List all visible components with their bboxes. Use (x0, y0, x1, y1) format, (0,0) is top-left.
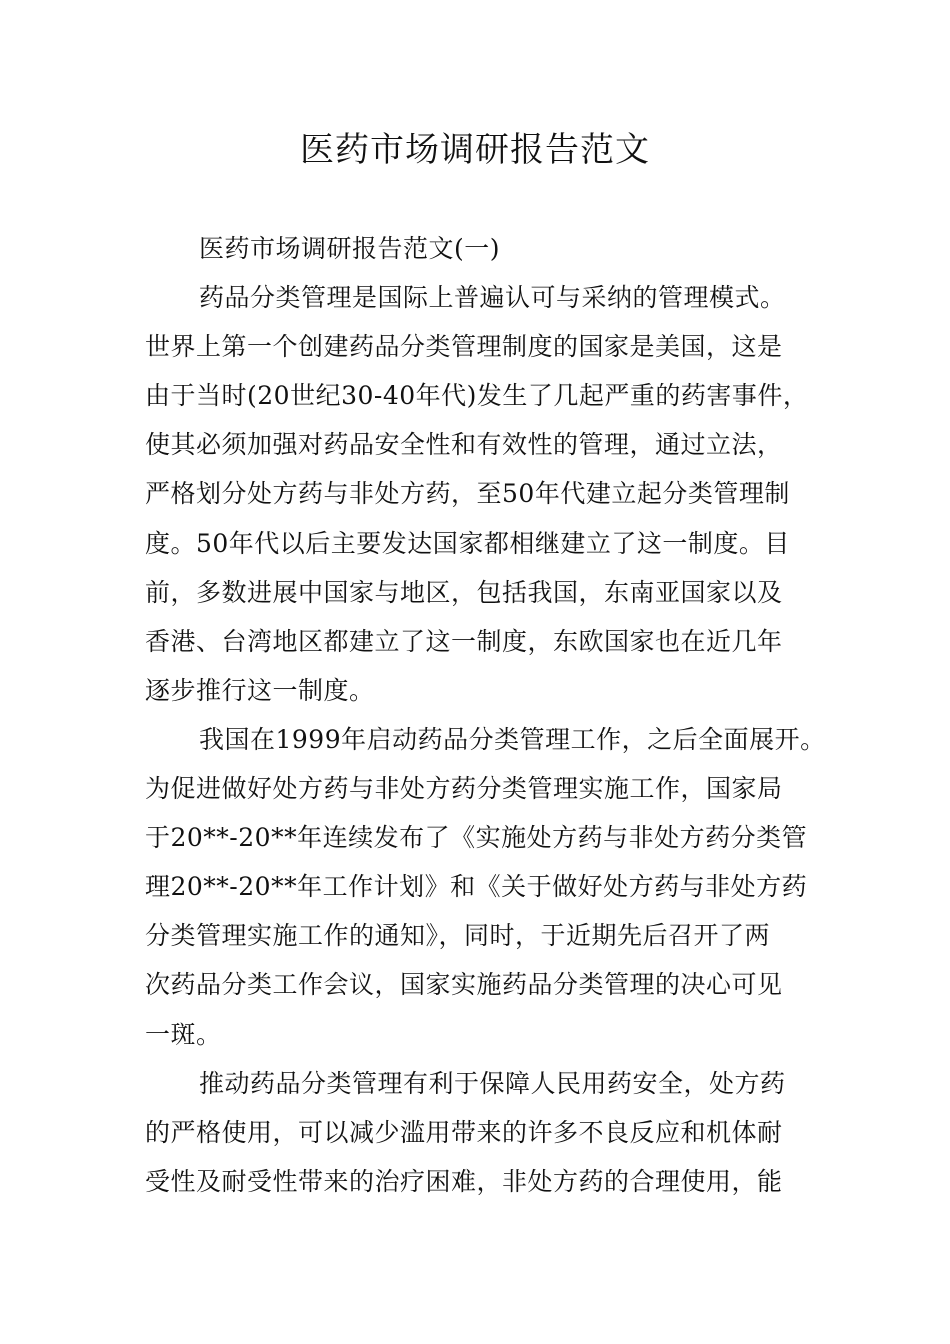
document-body (145, 224, 826, 1206)
text-line: 医药市场调研报告范文(一) (199, 234, 501, 263)
text-line: 我国在1999年启动药品分类管理工作，之后全面展开。 (199, 724, 826, 754)
text-line: 次药品分类工作会议，国家实施药品分类管理的决心可见 (145, 970, 783, 1000)
text-line: 使其必须加强对药品安全性和有效性的管理，通过立法， (145, 430, 783, 460)
text-line: 世界上第一个创建药品分类管理制度的国家是美国，这是 (145, 332, 783, 362)
text-line: 严格划分处方药与非处方药，至50年代建立起分类管理制 (145, 479, 790, 509)
text-line: 逐步推行这一制度。 (145, 675, 375, 705)
text-line: 香港、台湾地区都建立了这一制度，东欧国家也在近几年 (145, 626, 783, 656)
text-line: 药品分类管理是国际上普遍认可与采纳的管理模式。 (199, 283, 786, 313)
text-line: 分类管理实施工作的通知》，同时，于近期先后召开了两 (145, 921, 771, 951)
text-line: 为促进做好处方药与非处方药分类管理实施工作，国家局 (145, 774, 783, 804)
text-line: 前，多数进展中国家与地区，包括我国，东南亚国家以及 (145, 577, 783, 607)
text-line: 度。50年代以后主要发达国家都相继建立了这一制度。目 (145, 528, 790, 558)
text-line: 推动药品分类管理有利于保障人民用药安全，处方药 (199, 1068, 786, 1098)
text-line: 受性及耐受性带来的治疗困难，非处方药的合理使用，能 (145, 1166, 783, 1196)
text-line: 一斑。 (145, 1019, 222, 1049)
text-line: 于20**-20**年连续发布了《实施处方药与非处方药分类管 (145, 823, 808, 853)
text-line: 的严格使用，可以减少滥用带来的许多不良反应和机体耐 (145, 1117, 783, 1147)
document-title: 医药市场调研报告范文 (300, 130, 650, 170)
text-line: 由于当时(20世纪30-40年代)发生了几起严重的药害事件， (145, 381, 809, 411)
text-line: 理20**-20**年工作计划》和《关于做好处方药与非处方药 (145, 872, 808, 902)
